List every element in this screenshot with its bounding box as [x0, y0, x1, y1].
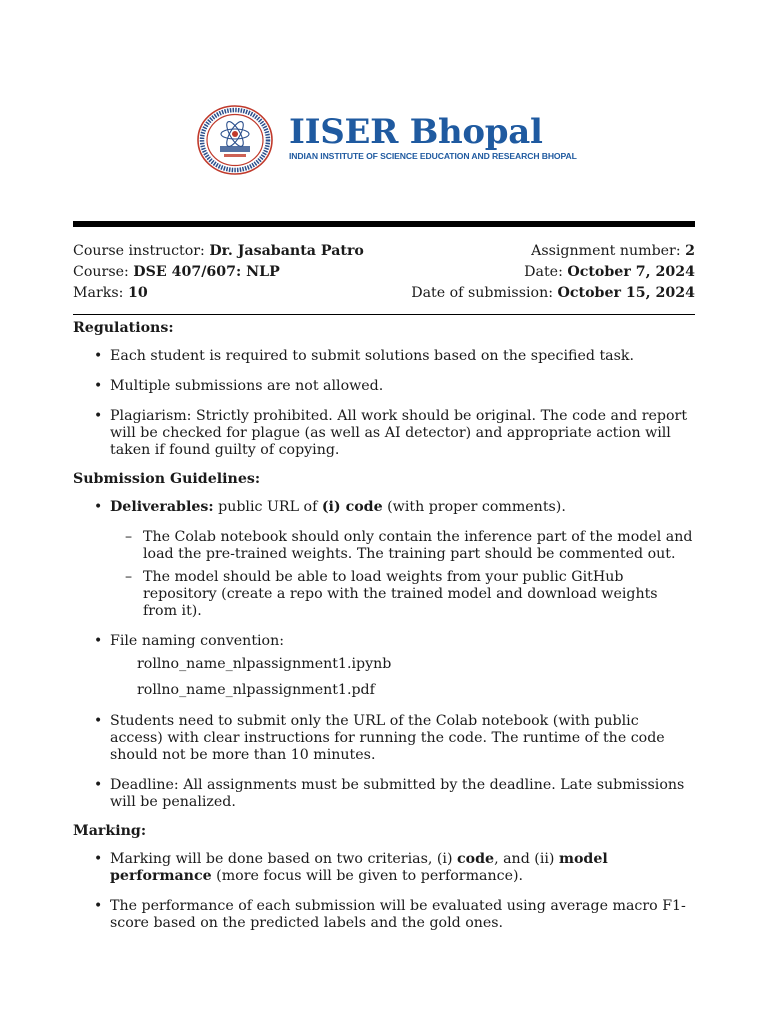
deliverables-text: public URL of — [213, 499, 322, 515]
brand-subtitle: INDIAN INSTITUTE OF SCIENCE EDUCATION AND RESEARCH BHOPAL — [289, 151, 577, 161]
instructor-field — [73, 241, 364, 261]
marks-field — [73, 283, 148, 303]
date-field — [524, 262, 695, 282]
info-row-1 — [73, 241, 695, 261]
info-row-3 — [73, 283, 695, 303]
marks-label: Marks: — [73, 285, 124, 301]
list-item — [73, 499, 695, 620]
deliverables-label: Deliverables: — [110, 499, 214, 515]
deliverables-code: (i) code — [321, 499, 383, 515]
marking-text: Marking will be done based on two criterias, (i) — [110, 851, 458, 867]
info-row-2 — [73, 262, 695, 282]
brand-title: IISER Bhopal — [289, 112, 543, 152]
submission-date-label: Date of submission: — [411, 285, 553, 301]
list-item: • Multiple submissions are not allowed. — [73, 378, 695, 395]
marking-code: code — [457, 851, 495, 867]
marks-value: 10 — [127, 285, 148, 301]
list-item: • Students need to submit only the URL of the Colab notebook (with public access) with clear instructions for running the code. The runtime of the code should not be more than 10 minutes. — [73, 713, 695, 764]
list-item — [73, 851, 695, 885]
naming-label: File naming convention: — [110, 633, 285, 649]
list-item: – The model should be able to load weights from your public GitHub repository (create a repo with the trained model and download weights from it). — [110, 569, 695, 620]
guidelines-title: Submission Guidelines: — [73, 471, 261, 487]
list-item — [73, 633, 695, 703]
assignment-value: 2 — [685, 243, 695, 259]
marking-title: Marking: — [73, 823, 147, 839]
instructor-value: Dr. Jasabanta Patro — [209, 243, 364, 259]
deliverables-sublist — [110, 529, 695, 620]
marking-list — [73, 851, 695, 932]
assignment-label: Assignment number: — [531, 243, 681, 259]
list-item: • Each student is required to submit solutions based on the specified task. — [73, 348, 695, 365]
regulations-title: Regulations: — [73, 320, 174, 336]
assignment-field — [531, 241, 695, 261]
assignment-body — [73, 318, 695, 932]
date-value: October 7, 2024 — [567, 264, 695, 280]
list-item: • Plagiarism: Strictly prohibited. All work should be original. The code and report will be checked for plague (as well as AI detector) and appropriate action will taken if found guilty of copying. — [73, 408, 695, 459]
file-name-pdf: rollno_name_nlpassignment1.pdf — [137, 682, 375, 698]
info-rule — [73, 314, 695, 315]
instructor-label: Course instructor: — [73, 243, 205, 259]
iiser-seal-icon — [196, 104, 274, 176]
submission-date-value: October 15, 2024 — [557, 285, 695, 301]
deliverables-text-end: (with proper comments). — [382, 499, 566, 515]
course-field — [73, 262, 280, 282]
list-item: • Deadline: All assignments must be submitted by the deadline. Late submissions will be penalized. — [73, 777, 695, 811]
date-label: Date: — [524, 264, 563, 280]
course-label: Course: — [73, 264, 129, 280]
header-rule — [73, 221, 695, 227]
list-item: – The Colab notebook should only contain the inference part of the model and load the pre-trained weights. The training part should be commented out. — [110, 529, 695, 563]
marking-text: , and (ii) — [494, 851, 559, 867]
guidelines-list — [73, 499, 695, 811]
list-item: • The performance of each submission will be evaluated using average macro F1-score based on the predicted labels and the gold ones. — [73, 898, 695, 932]
marking-text: (more focus will be given to performance). — [211, 868, 524, 884]
regulations-list — [73, 348, 695, 459]
marking-performance: model performance — [110, 851, 608, 884]
submission-date-field — [411, 283, 695, 303]
file-name-notebook: rollno_name_nlpassignment1.ipynb — [137, 656, 392, 672]
course-value: DSE 407/607: NLP — [133, 264, 280, 280]
